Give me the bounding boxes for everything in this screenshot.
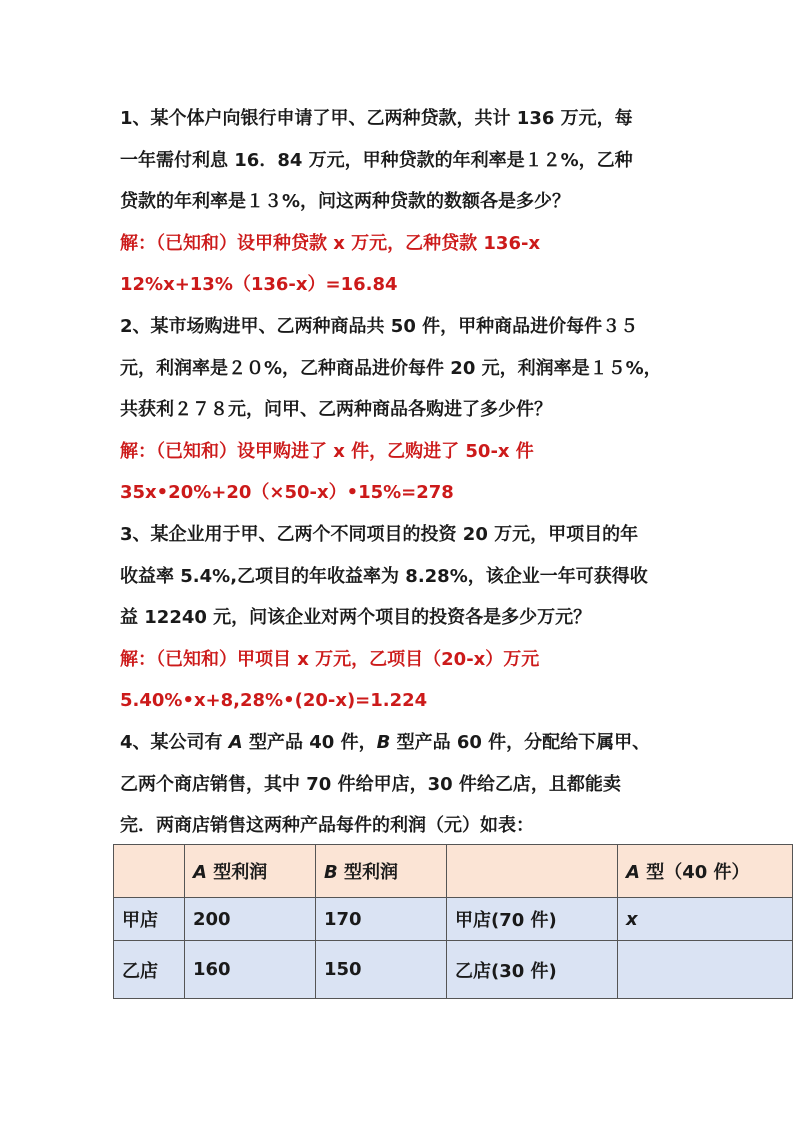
q4-line-3: 完．两商店销售这两种产品每件的利润（元）如表：: [120, 815, 534, 836]
q2-line-1: 2、某市场购进甲、乙两种商品共 50 件，甲种商品进价每件３５: [120, 316, 639, 337]
table-header-a-count-letter: A: [626, 862, 640, 883]
table-cell-a-count: [618, 941, 793, 999]
q1-line-1: 1、某个体户向银行申请了甲、乙两种贷款，共计 136 万元，每: [120, 108, 633, 129]
table-cell-a-profit: 200: [185, 898, 316, 941]
q4-line-1: [120, 731, 650, 755]
q4-line-1-suffix: 型产品 60 件，分配给下属甲、: [390, 732, 651, 753]
table-row: [114, 898, 793, 941]
table-cell-a-count: x: [618, 898, 793, 941]
q1-line-3: 贷款的年利率是１３%，问这两种贷款的数额各是多少？: [120, 191, 571, 212]
table-header-b-letter: B: [324, 862, 338, 883]
q2-line-3: 共获利２７８元，问甲、乙两种商品各购进了多少件？: [120, 399, 552, 420]
table-header-cell-blank: [114, 845, 185, 898]
q4-line-2: 乙两个商店销售，其中 70 件给甲店，30 件给乙店，且都能卖: [120, 774, 621, 795]
table-header-b-text: 型利润: [337, 862, 399, 883]
q3-line-3: 益 12240 元，问该企业对两个项目的投资各是多少万元？: [120, 607, 592, 628]
q4-line-1-prefix: 4、某公司有: [120, 732, 229, 753]
profit-table: [113, 844, 793, 999]
q1-solution-line-2: 12%x+13%（136-x）=16.84: [120, 274, 398, 295]
table-cell-b-profit: 150: [316, 941, 447, 999]
table-header-a-letter: A: [193, 862, 207, 883]
table-header-a-text: 型利润: [206, 862, 268, 883]
table-row: [114, 941, 793, 999]
q1-solution-line-1: 解：（已知和）设甲种贷款 x 万元，乙种贷款 136-x: [120, 233, 541, 254]
table-cell-a-profit: 160: [185, 941, 316, 999]
table-header-row: [114, 845, 793, 898]
q3-line-1: 3、某企业用于甲、乙两个不同项目的投资 20 万元，甲项目的年: [120, 524, 639, 545]
table-header-a-count: [618, 845, 793, 898]
table-cell-store-quota: 乙店(30 件): [447, 941, 618, 999]
q2-solution-line-1: 解：（已知和）设甲购进了 x 件，乙购进了 50-x 件: [120, 441, 534, 462]
q2-solution-line-2: 35x•20%+20（×50-x）•15%=278: [120, 482, 454, 503]
table-header-b-profit: [316, 845, 447, 898]
table-cell-store-quota: 甲店(70 件): [447, 898, 618, 941]
table-header-a-profit: [185, 845, 316, 898]
q3-solution-line-2: 5.40%•x+8,28%•(20-x)=1.224: [120, 690, 428, 711]
table-cell-store: 乙店: [114, 941, 185, 999]
q4-type-b-letter: B: [376, 732, 391, 753]
q2-line-2: 元，利润率是２０%，乙种商品进价每件 20 元，利润率是１５%，: [120, 358, 662, 379]
q3-line-2: 收益率 5.4%,乙项目的年收益率为 8.28%，该企业一年可获得收: [120, 566, 648, 587]
table-header-a-count-text: 型（40 件）: [639, 862, 750, 883]
q1-line-2: 一年需付利息 16．84 万元，甲种贷款的年利率是１２%，乙种: [120, 150, 633, 171]
table-cell-b-profit: 170: [316, 898, 447, 941]
table-cell-store: 甲店: [114, 898, 185, 941]
q4-type-a-letter: A: [228, 732, 243, 753]
q3-solution-line-1: 解：（已知和）甲项目 x 万元，乙项目（20-x）万元: [120, 649, 540, 670]
table-header-cell-blank-2: [447, 845, 618, 898]
q4-line-1-mid: 型产品 40 件，: [242, 732, 377, 753]
